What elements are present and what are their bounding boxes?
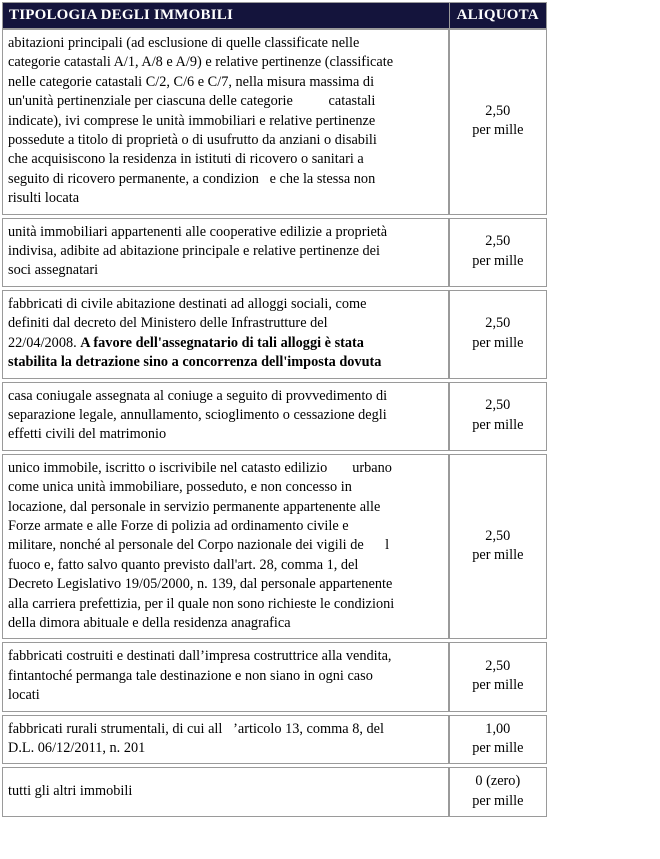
property-type-emphasis: stabilita la detrazione sino a concorrenza dell'imposta dovuta xyxy=(8,354,382,371)
property-type-cell xyxy=(2,382,449,451)
tax-rate-value: 2,50 xyxy=(485,397,511,414)
property-type-line: indivisa, adibite ad abitazione principale e relative pertinenze dei xyxy=(8,243,380,260)
property-type-line: alla carriera prefettizia, per il quale non sono richieste le condizioni xyxy=(8,595,395,612)
table-row xyxy=(2,715,547,765)
property-type-line: locati xyxy=(8,687,40,704)
header-row xyxy=(2,2,547,29)
tax-rate-value: 2,50 xyxy=(485,102,511,119)
property-type-line: militare, nonché al personale del Corpo nazionale dei vigili de l xyxy=(8,537,390,554)
property-type-prefix: 22/04/2008. xyxy=(8,334,81,351)
tax-rate-unit: per mille xyxy=(472,416,524,433)
tax-rate-value: 2,50 xyxy=(485,527,511,544)
tax-rate-value: 1,00 xyxy=(485,720,511,737)
table-row xyxy=(2,382,547,451)
property-type-line: fuoco e, fatto salvo quanto previsto dall'art. 28, comma 1, del xyxy=(8,556,359,573)
property-type-line: effetti civili del matrimonio xyxy=(8,426,167,443)
table-row xyxy=(2,642,547,711)
property-type-cell xyxy=(2,290,449,379)
property-type-line: fabbricati costruiti e destinati dall’impresa costruttrice alla vendita, xyxy=(8,648,392,665)
table-row xyxy=(2,29,547,215)
property-type-line: unico immobile, iscritto o iscrivibile nel catasto edilizio urbano xyxy=(8,459,392,476)
tax-rate-cell xyxy=(449,218,547,287)
tax-rate-unit: per mille xyxy=(472,677,524,694)
property-type-line: D.L. 06/12/2011, n. 201 xyxy=(8,740,146,756)
tax-rate-cell xyxy=(449,382,547,451)
property-type-line: separazione legale, annullamento, scioglimento o cessazione degli xyxy=(8,406,387,423)
tax-rate-cell xyxy=(449,642,547,711)
tax-rate-value: 2,50 xyxy=(485,233,511,250)
property-type-cell xyxy=(2,454,449,640)
tax-rate-value: 2,50 xyxy=(485,658,511,675)
tax-rate-value: 0 (zero) xyxy=(475,773,521,790)
property-type-line: definiti dal decreto del Ministero delle Infrastrutture del xyxy=(8,315,328,332)
table-row xyxy=(2,218,547,287)
tax-rate-unit: per mille xyxy=(472,547,524,564)
property-type-line: soci assegnatari xyxy=(8,262,99,279)
property-type-line: fabbricati di civile abitazione destinati ad alloggi sociali, come xyxy=(8,295,367,312)
property-type-cell xyxy=(2,218,449,287)
tax-rate-unit: per mille xyxy=(472,740,524,756)
tax-rate-cell xyxy=(449,454,547,640)
property-type-line: casa coniugale assegnata al coniuge a seguito di provvedimento di xyxy=(8,387,388,404)
table-row xyxy=(2,290,547,379)
column-header-aliquota: ALIQUOTA xyxy=(449,2,547,29)
property-type-emphasis: A favore dell'assegnatario di tali alloggi è stata xyxy=(80,334,364,351)
tax-rate-cell xyxy=(449,767,547,817)
property-type-line: tutti gli altri immobili xyxy=(8,783,133,800)
property-type-line: seguito di ricovero permanente, a condizion e che la stessa non xyxy=(8,170,376,187)
property-type-cell xyxy=(2,642,449,711)
property-tax-rates-table xyxy=(2,2,547,817)
property-type-line: indicate), ivi comprese le unità immobiliari e relative pertinenze xyxy=(8,112,376,129)
property-type-line: unità immobiliari appartenenti alle cooperative edilizie a proprietà xyxy=(8,223,388,240)
tax-rate-unit: per mille xyxy=(472,792,524,809)
property-type-cell xyxy=(2,715,449,765)
tax-rate-unit: per mille xyxy=(472,252,524,269)
tax-rate-cell xyxy=(449,715,547,765)
property-type-line-mixed xyxy=(8,334,446,353)
tax-rate-unit: per mille xyxy=(472,122,524,139)
property-type-line: possedute a titolo di proprietà o di usufrutto da anziani o disabili xyxy=(8,132,377,149)
property-type-line: fabbricati rurali strumentali, di cui all ’articolo 13, comma 8, del xyxy=(8,720,384,737)
table-row xyxy=(2,454,547,640)
column-header-tipologia: TIPOLOGIA DEGLI IMMOBILI xyxy=(2,2,449,29)
property-type-line: nelle categorie catastali C/2, C/6 e C/7, nella misura massima di xyxy=(8,73,375,90)
page-root xyxy=(0,2,660,859)
property-type-line: abitazioni principali (ad esclusione di quelle classificate nelle xyxy=(8,35,360,51)
property-type-line: fintantoché permanga tale destinazione e non siano in ogni caso xyxy=(8,667,373,684)
property-type-cell xyxy=(2,767,449,817)
table-row xyxy=(2,767,547,817)
property-type-line: Forze armate e alle Forze di polizia ad ordinamento civile e xyxy=(8,517,349,534)
table-body xyxy=(2,29,547,817)
property-type-line: categorie catastali A/1, A/8 e A/9) e relative pertinenze (classificate xyxy=(8,54,394,71)
tax-rate-value: 2,50 xyxy=(485,315,511,332)
property-type-line: locazione, dal personale in servizio permanente appartenente alle xyxy=(8,498,381,515)
tax-rate-cell xyxy=(449,290,547,379)
property-type-line: della dimora abituale e della residenza anagrafica xyxy=(8,614,291,631)
tax-rate-unit: per mille xyxy=(472,334,524,351)
property-type-line: Decreto Legislativo 19/05/2000, n. 139, dal personale appartenente xyxy=(8,576,393,593)
property-type-line: come unica unità immobiliare, posseduto, e non concesso in xyxy=(8,479,352,496)
tax-rate-cell xyxy=(449,29,547,215)
property-type-line: che acquisiscono la residenza in istituti di ricovero o sanitari a xyxy=(8,151,364,168)
property-type-line: risulti locata xyxy=(8,190,80,207)
property-type-cell xyxy=(2,29,449,215)
table-header xyxy=(2,2,547,29)
property-type-line: un'unità pertinenziale per ciascuna delle categorie catastali xyxy=(8,93,376,110)
